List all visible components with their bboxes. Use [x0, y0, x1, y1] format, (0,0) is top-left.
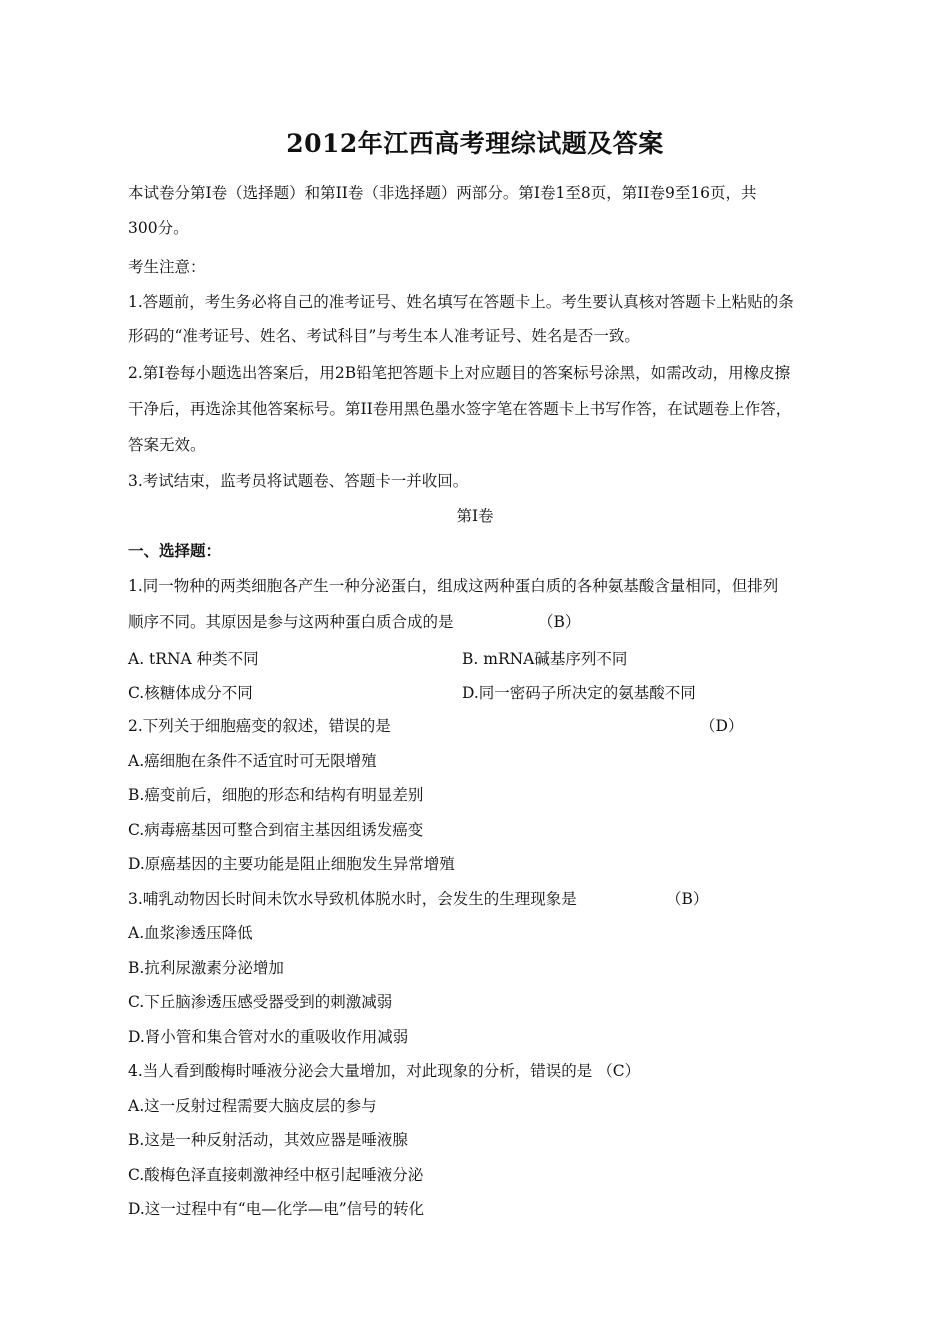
notice-line-6: 3.考试结束，监考员将试题卷、答题卡一并收回。 [128, 472, 469, 490]
intro-line-2: 300分。 [128, 219, 189, 237]
q4-option-b: B.这是一种反射活动，其效应器是唾液腺 [128, 1131, 408, 1149]
q2-option-d: D.原癌基因的主要功能是阻止细胞发生异常增殖 [128, 855, 455, 873]
q2-option-b: B.癌变前后，细胞的形态和结构有明显差别 [128, 786, 424, 804]
q3-option-c: C.下丘脑渗透压感受器受到的刺激减弱 [128, 993, 393, 1011]
section-heading: 一、选择题： [128, 541, 222, 560]
q4-option-d: D.这一过程中有“电—化学—电”信号的转化 [128, 1200, 425, 1218]
page-title: 2012年江西高考理综试题及答案 [286, 129, 664, 158]
q4-stem: 4.当人看到酸梅时唾液分泌会大量增加，对此现象的分析，错误的是 （C） [128, 1062, 641, 1080]
notice-line-2: 形码的“准考证号、姓名、考试科目”与考生本人准考证号、姓名是否一致。 [128, 327, 640, 345]
q2-stem: 2.下列关于细胞癌变的叙述，错误的是 [128, 717, 391, 735]
q3-option-b: B.抗利尿激素分泌增加 [128, 959, 284, 977]
q1-option-a: A. tRNA 种类不同 [128, 650, 259, 668]
intro-line-1: 本试卷分第Ⅰ卷（选择题）和第ⅠⅠ卷（非选择题）两部分。第Ⅰ卷1至8页，第ⅠⅠ卷9至16页，共 [128, 184, 757, 202]
q3-option-a: A.血浆渗透压降低 [128, 924, 253, 942]
q2-option-c: C.病毒癌基因可整合到宿主基因组诱发癌变 [128, 821, 424, 839]
q3-answer: （B） [666, 890, 709, 908]
q4-option-a: A.这一反射过程需要大脑皮层的参与 [128, 1097, 377, 1115]
q1-stem-line-2: 顺序不同。其原因是参与这两种蛋白质合成的是 [128, 613, 454, 631]
notice-line-5: 答案无效。 [128, 436, 206, 454]
q4-option-c: C.酸梅色泽直接刺激神经中枢引起唾液分泌 [128, 1166, 424, 1184]
q1-stem-line-1: 1.同一物种的两类细胞各产生一种分泌蛋白，组成这两种蛋白质的各种氨基酸含量相同，但排列 [128, 577, 779, 595]
q1-answer: （B） [538, 613, 581, 631]
volume-heading: 第Ⅰ卷 [456, 507, 494, 525]
q1-option-d: D.同一密码子所决定的氨基酸不同 [462, 684, 696, 702]
notice-line-4: 干净后，再选涂其他答案标号。第ⅠⅠ卷用黑色墨水签字笔在答题卡上书写作答，在试题卷上作答， [128, 400, 792, 418]
notice-line-3: 2.第Ⅰ卷每小题选出答案后，用2B铅笔把答题卡上对应题目的答案标号涂黑，如需改动，用橡皮擦 [128, 364, 791, 382]
notice-title: 考生注意： [128, 258, 206, 276]
q2-answer: （D） [700, 717, 744, 735]
q3-stem: 3.哺乳动物因长时间未饮水导致机体脱水时，会发生的生理现象是 [128, 890, 577, 908]
q1-option-c: C.核糖体成分不同 [128, 684, 253, 702]
q2-option-a: A.癌细胞在条件不适宜时可无限增殖 [128, 752, 377, 770]
q1-option-b: B. mRNA碱基序列不同 [462, 650, 628, 668]
notice-line-1: 1.答题前，考生务必将自己的准考证号、姓名填写在答题卡上。考生要认真核对答题卡上粘贴的条 [128, 293, 794, 311]
q3-option-d: D.肾小管和集合管对水的重吸收作用减弱 [128, 1028, 409, 1046]
